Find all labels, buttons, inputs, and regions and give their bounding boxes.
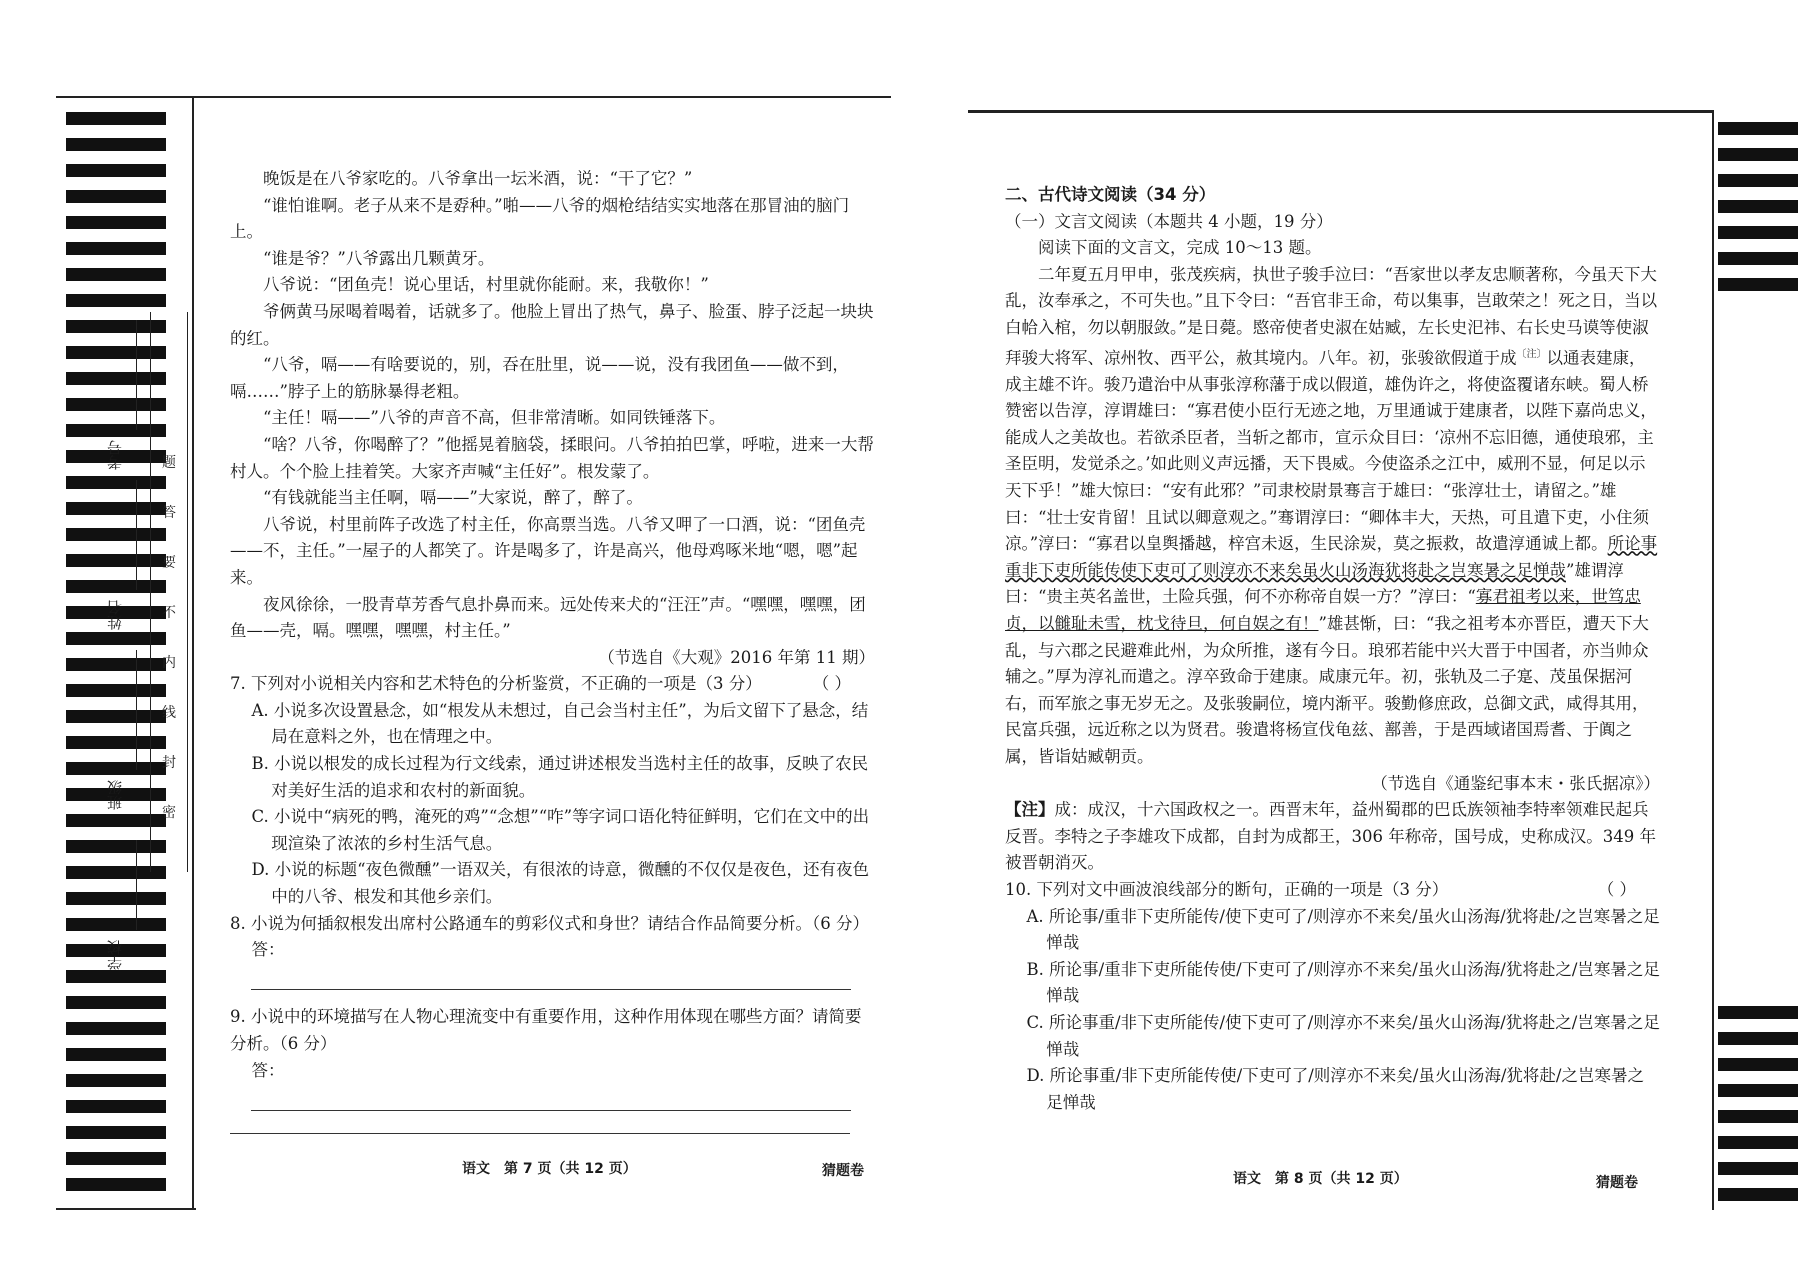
seal-char: 不 xyxy=(162,605,176,621)
stripe-bar xyxy=(66,1074,166,1087)
seal-char: 内 xyxy=(162,655,176,671)
question-8-answer-line-extra[interactable] xyxy=(230,990,875,1004)
question-8-answer-label: 答： xyxy=(251,940,285,960)
story-paragraph: 夜风徐徐，一股青草芳香气息扑鼻而来。远处传来犬的“汪汪”声。“嘿嘿，嘿嘿，团鱼——壳，嗝。嘿嘿，嘿嘿，村主任。” xyxy=(230,594,866,641)
left-page-binding-rule xyxy=(192,96,194,1208)
stripe-bar xyxy=(66,1048,166,1061)
stripe-bar xyxy=(66,242,166,255)
passage-part: ”雄甚惭，曰：“我之祖考本亦晋臣，遭天下大乱，与六郡之民避难此州，为众所推，遂有今日。琅邪若能中兴大晋于中国者，亦当帅众辅之。”厚为淳礼而遣之。淳卒致命于建康。咸康元年。初，张轨及二子寔、茂虽保据河右，而军旅之事无岁无之。及张骏嗣位，境内渐平。骏勤修庶政，总御文武，咸得其用，民富兵强，远近称之以为贤君。骏遣将杨宣伐龟兹、鄯善，于是西域诸国焉耆、于阗之属，皆诣姑臧朝贡。 xyxy=(1005,614,1649,766)
stripe-bar xyxy=(66,1126,166,1139)
stripe-bar xyxy=(66,268,166,281)
stripe-bar xyxy=(66,190,166,203)
subsection-title: （一）文言文阅读（本题共 4 小题，19 分） xyxy=(1005,211,1333,231)
left-page-top-rule xyxy=(56,96,891,98)
stripe-bar xyxy=(1718,1110,1798,1123)
stripe-bar xyxy=(1718,278,1798,291)
stripe-bar xyxy=(66,996,166,1009)
section-title: 二、古代诗文阅读（34 分） xyxy=(1005,185,1216,204)
field-class: 班级 xyxy=(106,780,124,810)
stripe-bar xyxy=(66,138,166,151)
left-page-footer-tag: 猜题卷 xyxy=(822,1163,864,1179)
question-7-stem: 7. 下列对小说相关内容和艺术特色的分析鉴赏，不正确的一项是（3 分） xyxy=(230,674,762,694)
underlined-passage: 寡君祖考以来，世笃忠贞，以雠耻未雪，枕戈待旦，何自娱之有！ xyxy=(1005,587,1641,633)
question-7-option-b[interactable]: B. 小说以根发的成长过程为行文线索，通过讲述根发当选村主任的故事，反映了农民对美好生活的追求和农村的新面貌。 xyxy=(251,754,869,800)
question-10-option-a[interactable]: A. 所论事/重非下吏所能传/使下吏可了/则淳亦不来矣/虽火山汤海/犹将赴/之岂寒暑之足惮哉 xyxy=(1026,906,1660,953)
stripe-bar xyxy=(1718,1084,1798,1097)
right-page-top-rule xyxy=(968,110,1713,113)
story-paragraph: “啥？八爷，你喝醉了？”他摇晃着脑袋，揉眼问。八爷拍拍巴掌，呼啦，进来一大帮村人。个个脸上挂着笑。大家齐声喊“主任好”。根发蒙了。 xyxy=(230,434,874,481)
question-7-option-a[interactable]: A. 小说多次设置悬念，如“根发从未想过，自己会当村主任”，为后文留下了悬念，结局在意料之外，也在情理之中。 xyxy=(251,700,869,747)
left-page-footer: 语文 第 7 页（共 12 页） xyxy=(462,1161,637,1177)
stripe-bar xyxy=(1718,1058,1798,1071)
question-8-answer-line[interactable] xyxy=(251,971,851,990)
question-10-stem: 10. 下列对文中画波浪线部分的断句，正确的一项是（3 分） xyxy=(1005,879,1449,899)
stripe-bar xyxy=(1718,252,1798,265)
question-7 xyxy=(230,671,875,698)
stripe-bar xyxy=(1718,1032,1798,1045)
stripe-bar xyxy=(66,1178,166,1191)
right-margin-stripes-bottom xyxy=(1718,1006,1818,1214)
right-margin-stripes-top xyxy=(1718,122,1818,304)
question-10-answer-paren[interactable]: （ ） xyxy=(1597,879,1636,899)
stripe-bar xyxy=(1718,1188,1798,1201)
stripe-bar xyxy=(1718,1006,1798,1019)
annotation-label: 【注】 xyxy=(1005,800,1055,820)
question-9-answer-line[interactable] xyxy=(251,1092,851,1111)
left-page-bottom-rule xyxy=(56,1208,196,1210)
story-paragraph: “主任！嗝——”八爷的声音不高，但非常清晰。如同铁锤落下。 xyxy=(263,408,726,428)
seal-char: 封 xyxy=(162,755,176,771)
right-page-content xyxy=(1005,182,1660,1116)
story-paragraph: 八爷说：“团鱼壳！说心里话，村里就你能耐。来，我敬你！” xyxy=(263,275,709,295)
stripe-bar xyxy=(1718,200,1798,213)
seal-char: 要 xyxy=(162,555,176,571)
field-name: 姓名 xyxy=(106,600,124,630)
story-paragraph: “八爷，嗝——有啥要说的，别，吞在肚里，说——说，没有我团鱼——做不到，嗝……”脖子上的筋脉暴得老粗。 xyxy=(230,355,849,401)
stripe-bar xyxy=(1718,1136,1798,1149)
field-class-line[interactable] xyxy=(136,650,137,770)
field-name-line[interactable] xyxy=(136,480,137,590)
story-paragraph: 八爷说，村里前阵子改选了村主任，你高票当选。八爷又呷了一口酒，说：“团鱼壳——不，主任。”一屋子的人都笑了。许是喝多了，许是高兴，他母鸡啄米地“嗯，嗯”起来。 xyxy=(230,514,866,587)
stripe-bar xyxy=(1718,174,1798,187)
stripe-bar xyxy=(1718,226,1798,239)
passage-part: 以通表建康，成主雄不许。骏乃遣治中从事张淳称藩于成以假道，雄伪许之，将使盗覆诸东峡。蜀人桥赞密以告淳，淳谓雄曰：“寡君使小臣行无迹之地，万里通诚于建康者，以陛下嘉尚忠义，能成人之美故也。若欲杀臣者，当斩之都市，宣示众目曰：‘凉州不忘旧德，通使琅邪，主圣臣明，发觉杀之。’如此则义声远播，天下畏威。今使盗杀之江中，威刑不显，何足以示天下乎！”雄大惊曰：“安有此邪？”司隶校尉景骞言于雄曰：“张淳壮士，请留之。”雄曰：“壮士安肯留！且试以卿意观之。”骞谓淳曰：“卿体丰大，天热，可且遣下吏，小住须凉。”淳曰：“寡君以皇舆播越，梓宫未返，生民涂炭，莫之振救，故遣淳通诚上都。 xyxy=(1005,348,1657,554)
stripe-bar xyxy=(1718,148,1798,161)
story-paragraph: 爷俩黄马尿喝着喝着，话就多了。他脸上冒出了热气，鼻子、脸蛋、脖子泛起一块块的红。 xyxy=(230,301,874,348)
stripe-bar xyxy=(1718,1162,1798,1175)
story-paragraph: “谁怕谁啊。老子从来不是孬种。”啪——八爷的烟枪结结实实地落在那冒油的脑门上。 xyxy=(230,195,850,242)
seal-char: 密 xyxy=(162,805,176,821)
student-info-fields xyxy=(104,300,144,980)
question-9-answer-line-extra[interactable] xyxy=(230,1111,850,1134)
passage-part: 二年夏五月甲申，张茂疾病，执世子骏手泣曰：“吾家世以孝友忠顺著称，今虽天下大乱，汝奉承之，不可失也。”且下令曰：“吾官非王命，苟以集事，岂敢荣之！死之日，当以白帢入棺，勿以朝服敛。”是日薨。愍帝使者史淑在姑臧，左长史汜祎、右长史马谟等使淑拜骏大将军、凉州牧、西平公，赦其境内。八年。初，张骏欲假道于成 xyxy=(1005,264,1658,368)
note-marker: 〔注〕 xyxy=(1516,348,1547,360)
right-page-edge-rule xyxy=(1712,110,1714,1210)
stripe-bar xyxy=(66,1152,166,1165)
seal-char: 答 xyxy=(162,505,176,521)
stripe-bar xyxy=(66,164,166,177)
story-paragraph: “有钱就能当主任啊，嗝——”大家说，醉了，醉了。 xyxy=(263,488,643,508)
question-9-answer xyxy=(230,1058,875,1111)
question-8-answer xyxy=(230,937,875,990)
classical-passage xyxy=(1005,262,1660,771)
passage-part: ”雄谓淳曰：“贵主英名盖世，土险兵强，何不亦称帝自娱一方？”淳曰：“ xyxy=(1005,560,1624,607)
seal-line-strip xyxy=(150,312,188,872)
stripe-bar xyxy=(66,1022,166,1035)
question-7-option-c[interactable]: C. 小说中“病死的鸭，淹死的鸡”“念想”“咋”等字词口语化特征鲜明，它们在文中的出现渲染了浓浓的乡村生活气息。 xyxy=(251,807,870,853)
question-10-option-c[interactable]: C. 所论事重/非下吏所能传/使下吏可了/则淳亦不来矣/虽火山汤海/犹将赴之/岂寒暑之足惮哉 xyxy=(1026,1012,1660,1059)
stripe-bar xyxy=(66,216,166,229)
field-school-line[interactable] xyxy=(136,840,137,930)
stripe-bar xyxy=(66,1100,166,1113)
field-exam-number-line[interactable] xyxy=(136,320,137,430)
story-source: （节选自《大观》2016 年第 11 期） xyxy=(598,647,875,667)
stripe-bar xyxy=(1718,122,1798,135)
question-10 xyxy=(1005,877,1660,904)
field-school: 学校 xyxy=(106,940,124,970)
right-page-footer: 语文 第 8 页（共 12 页） xyxy=(1233,1171,1408,1187)
seal-char: 题 xyxy=(162,455,176,471)
field-exam-number: 考号 xyxy=(106,440,124,470)
right-page-footer-tag: 猜题卷 xyxy=(1596,1175,1638,1191)
instruction: 阅读下面的文言文，完成 10～13 题。 xyxy=(1038,238,1322,258)
question-7-answer-paren[interactable]: （ ） xyxy=(812,674,851,694)
question-10-option-b[interactable]: B. 所论事/重非下吏所能传使/下吏可了/则淳亦不来矣/虽火山汤海/犹将赴之/岂寒暑之足惮哉 xyxy=(1026,959,1660,1006)
wavy-underlined-passage: 所论事重非下吏所能传使下吏可了则淳亦不来矣虽火山汤海犹将赴之岂寒暑之足惮哉 xyxy=(1005,534,1658,580)
story-paragraph: 晚饭是在八爷家吃的。八爷拿出一坛米酒，说：“干了它？” xyxy=(263,169,693,188)
left-page-content xyxy=(230,166,875,1134)
question-10-option-d[interactable]: D. 所论事重/非下吏所能传使/下吏可了/则淳亦不来矣/虽火山汤海/犹将赴/之岂寒暑之足惮哉 xyxy=(1026,1066,1644,1112)
question-9-stem: 9. 小说中的环境描写在人物心理流变中有重要作用，这种作用体现在哪些方面？请简要分析。（6 分） xyxy=(230,1007,862,1053)
story-paragraph: “谁是爷？”八爷露出几颗黄牙。 xyxy=(263,248,495,268)
passage-source: （节选自《通鉴纪事本末・张氏据凉》） xyxy=(1371,773,1660,793)
question-8-stem: 8. 小说为何插叙根发出席村公路通车的剪彩仪式和身世？请结合作品简要分析。（6 分） xyxy=(230,913,869,933)
annotation xyxy=(1005,797,1660,877)
stripe-bar xyxy=(66,112,166,125)
question-9-answer-label: 答： xyxy=(251,1060,285,1080)
annotation-text: 成：成汉，十六国政权之一。西晋末年，益州蜀郡的巴氐族领袖李特率领难民起兵反晋。李特之子李雄攻下成都，自封为成都王，306 年称帝，国号成，史称成汉。349 年被晋朝消灭。 xyxy=(1005,800,1656,873)
seal-char: 线 xyxy=(162,705,176,721)
question-7-option-d[interactable]: D. 小说的标题“夜色微醺”一语双关，有很浓的诗意，微醺的不仅仅是夜色，还有夜色中的八爷、根发和其他乡亲们。 xyxy=(251,860,869,907)
